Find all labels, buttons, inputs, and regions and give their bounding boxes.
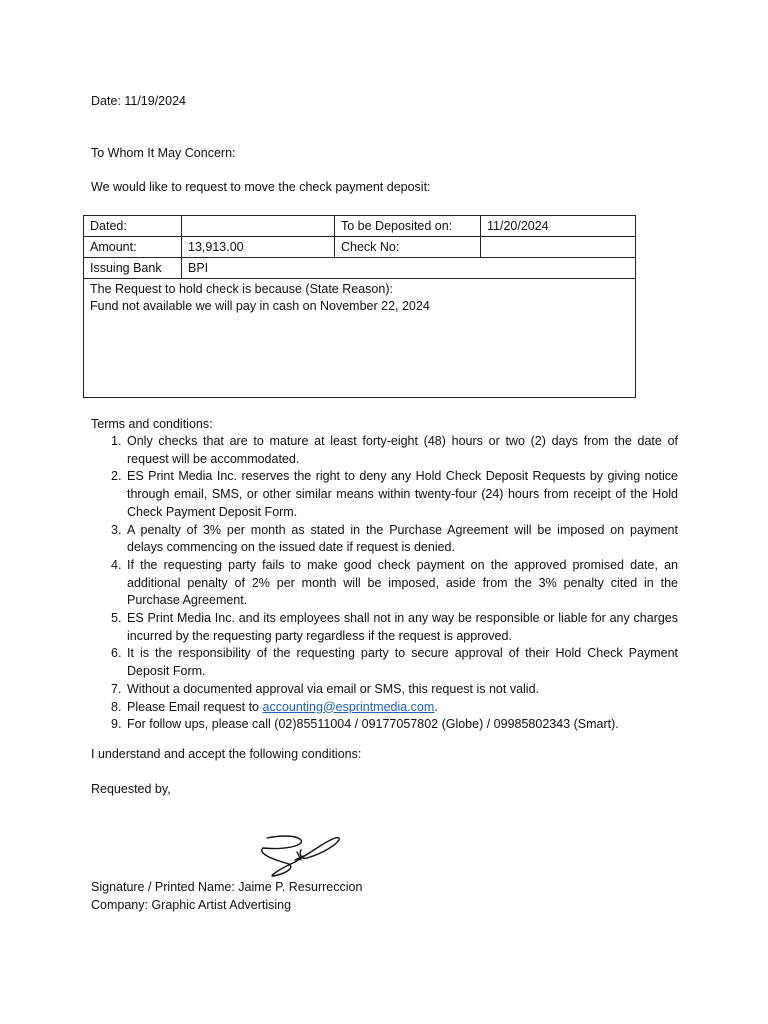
- issuing-bank-label: Issuing Bank: [84, 258, 182, 279]
- reason-label: The Request to hold check is because (State Reason):: [90, 282, 393, 296]
- date-line: Date: 11/19/2024: [91, 94, 186, 108]
- list-item: [91, 645, 678, 680]
- reason-cell: [84, 279, 636, 398]
- list-item: [91, 716, 678, 734]
- list-item: [91, 699, 678, 717]
- item-number: 2.: [111, 469, 122, 484]
- company-line: Company: Graphic Artist Advertising: [91, 898, 292, 912]
- dated-label: Dated:: [84, 216, 182, 237]
- email-link[interactable]: accounting@esprintmedia.com: [262, 699, 435, 714]
- list-item: [91, 610, 678, 645]
- intro-text: We would like to request to move the check payment deposit:: [91, 180, 431, 194]
- item-text: ES Print Media Inc. reserves the right to deny any Hold Check Deposit Requests by giving notice through email, SMS, or other similar means within twenty-four (24) hours from receipt of the Hold Check Payment Deposit Form.: [127, 469, 678, 519]
- check-no-value: [481, 237, 636, 258]
- item-number: 5.: [111, 611, 122, 626]
- deposit-value: 11/20/2024: [481, 216, 636, 237]
- list-item: [91, 468, 678, 521]
- item-number: 1.: [111, 434, 122, 448]
- item-number: 6.: [111, 646, 122, 661]
- table-row: [84, 216, 636, 237]
- check-request-table: [83, 215, 636, 398]
- item-number: 3.: [111, 522, 122, 537]
- signature-image: [255, 830, 345, 880]
- table-row: [84, 237, 636, 258]
- reason-value: Fund not available we will pay in cash on November 22, 2024: [90, 299, 430, 313]
- list-item: [91, 522, 678, 557]
- item-text: If the requesting party fails to make good check payment on the approved promised date, an additional penalty of 2% per month will be imposed, aside from the 3% penalty cited in the Purchase Agreement.: [127, 557, 678, 608]
- item-text: [127, 699, 678, 717]
- table-row: [84, 279, 636, 398]
- terms-list: [91, 433, 678, 734]
- item-text: ES Print Media Inc. and its employees shall not in any way be responsible or liable for any charges incurred by the requesting party regardless if the request is approved.: [127, 611, 678, 643]
- deposit-label: To be Deposited on:: [335, 216, 481, 237]
- list-item: [91, 681, 678, 699]
- amount-label: Amount:: [84, 237, 182, 258]
- list-item: [91, 557, 678, 610]
- signature-printed-name: Signature / Printed Name: Jaime P. Resurreccion: [91, 880, 363, 894]
- email-prefix: Please Email request to: [127, 699, 263, 714]
- terms-title: Terms and conditions:: [91, 417, 213, 431]
- item-number: 9.: [111, 717, 122, 732]
- item-number: 8.: [111, 699, 122, 714]
- item-text: It is the responsibility of the requesting party to secure approval of their Hold Check Payment Deposit Form.: [127, 646, 678, 679]
- check-no-label: Check No:: [335, 237, 481, 258]
- email-suffix: .: [434, 699, 438, 714]
- list-item: [91, 433, 678, 468]
- item-text: For follow ups, please call (02)85511004 / 09177057802 (Globe) / 09985802343 (Smart).: [127, 717, 619, 732]
- table-row: [84, 258, 636, 279]
- item-text: Without a documented approval via email or SMS, this request is not valid.: [127, 681, 540, 696]
- salutation: To Whom It May Concern:: [91, 146, 236, 160]
- item-text: Only checks that are to mature at least forty-eight (48) hours or two (2) days from the date of request will be accommodated.: [127, 434, 678, 466]
- accept-text: I understand and accept the following conditions:: [91, 747, 362, 761]
- issuing-bank-value: BPI: [182, 258, 636, 279]
- item-number: 7.: [111, 681, 122, 696]
- amount-value: 13,913.00: [182, 237, 335, 258]
- item-text: A penalty of 3% per month as stated in the Purchase Agreement will be imposed on payment delays commencing on the issued date if request is denied.: [127, 522, 678, 555]
- terms-section: [91, 416, 678, 734]
- item-number: 4.: [111, 557, 122, 572]
- requested-by: Requested by,: [91, 782, 171, 796]
- dated-value: [182, 216, 335, 237]
